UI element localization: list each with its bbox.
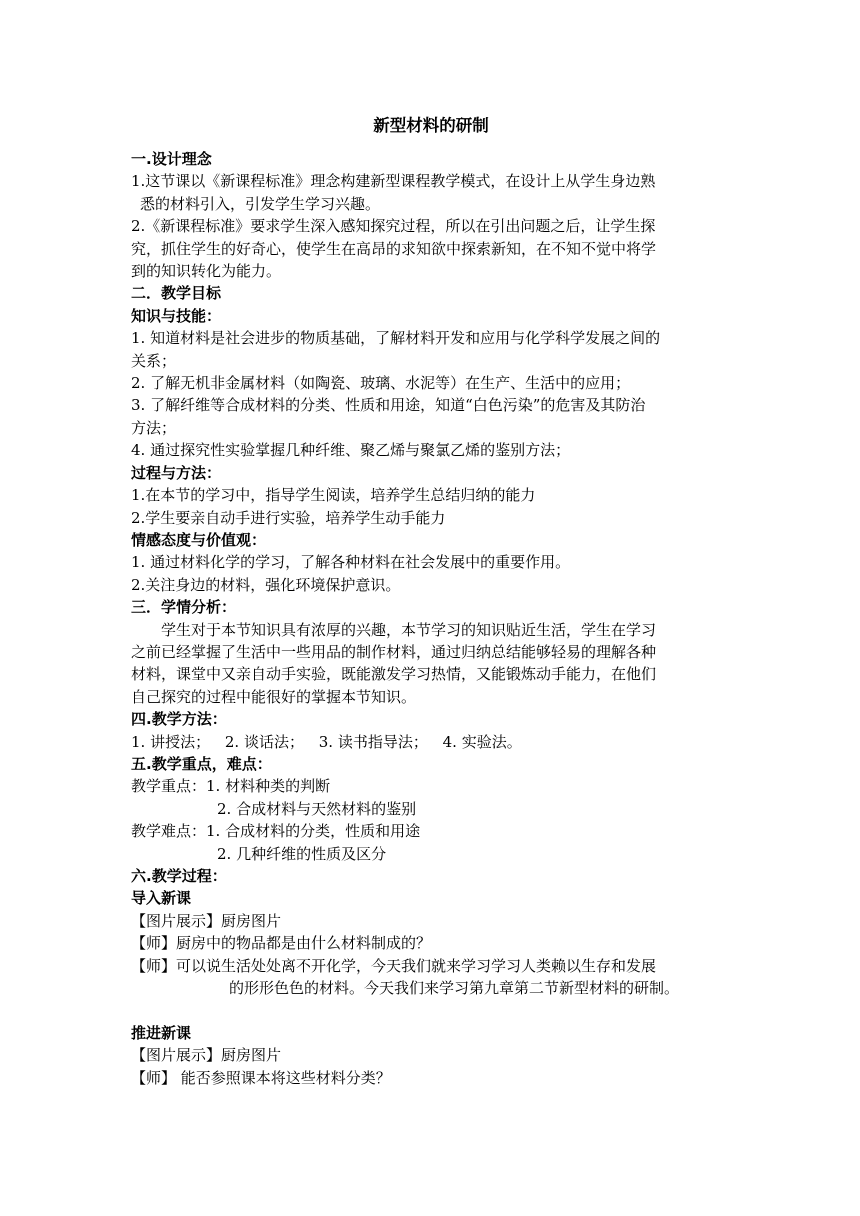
subheading-process: 过程与方法： (131, 463, 222, 482)
list-item: 1. 通过材料化学的学习，了解各种材料在社会发展中的重要作用。 (131, 553, 571, 572)
difficulty-line: 教学难点：1. 合成材料的分类，性质和用途 (131, 822, 421, 841)
method-item: 1. 讲授法； (131, 732, 211, 751)
paragraph-line: 悉的材料引入，引发学生学习兴趣。 (140, 194, 381, 213)
paragraph-line: 到的知识转化为能力。 (131, 262, 282, 281)
page-title: 新型材料的研制 (373, 116, 489, 135)
list-item: 2. 了解无机非金属材料（如陶瓷、玻璃、水泥等）在生产、生活中的应用； (131, 374, 631, 393)
section-heading-goals: 二．教学目标 (131, 284, 222, 303)
blank-line (131, 999, 731, 1021)
subheading-intro: 导入新课 (131, 889, 192, 908)
section-heading-methods: 四.教学方法： (131, 710, 227, 729)
subheading-advance: 推进新课 (131, 1023, 192, 1042)
paragraph-line: 自己探究的过程中能很好的掌握本节知识。 (131, 687, 417, 706)
section-heading-keypoints: 五.教学重点，难点： (131, 754, 272, 773)
section-heading-analysis: 三．学情分析： (131, 598, 237, 617)
list-item: 3. 了解纤维等合成材料的分类、性质和用途，知道“白色污染”的危害及其防治 (131, 396, 646, 415)
keypoint-line: 2. 合成材料与天然材料的鉴别 (217, 799, 417, 818)
paragraph-line: 学生对于本节知识具有浓厚的兴趣，本节学习的知识贴近生活，学生在学习 (161, 620, 657, 639)
process-line: 【师】厨房中的物品都是由什么材料制成的？ (131, 934, 432, 953)
process-line: 【师】 能否参照课本将这些材料分类？ (131, 1068, 391, 1087)
process-line: 【图片展示】厨房图片 (131, 1046, 282, 1065)
difficulty-line: 2. 几种纤维的性质及区分 (217, 844, 387, 863)
section-heading-process: 六.教学过程： (131, 867, 227, 885)
paragraph-line: 1.这节课以《新课程标准》理念构建新型课程教学模式，在设计上从学生身边熟 (131, 172, 656, 191)
keypoint-line: 教学重点：1. 材料种类的判断 (131, 777, 331, 796)
list-item-cont: 方法； (131, 418, 177, 437)
paragraph-line: 之前已经掌握了生活中一些用品的制作材料，通过归纳总结能够轻易的理解各种 (131, 642, 657, 661)
paragraph-line: 材料，课堂中又亲自动手实验，既能激发学习热情，又能锻炼动手能力，在他们 (131, 665, 657, 684)
list-item-cont: 关系； (131, 351, 177, 370)
list-item: 2.学生要亲自动手进行实验，培养学生动手能力 (131, 508, 446, 527)
list-item: 1. 知道材料是社会进步的物质基础，了解材料开发和应用与化学科学发展之间的 (131, 329, 661, 348)
paragraph-line: 2.《新课程标准》要求学生深入感知探究过程，所以在引出问题之后，让学生探 (131, 217, 656, 236)
subheading-attitude: 情感态度与价值观： (131, 530, 267, 549)
section-heading-design: 一.设计理念 (131, 150, 212, 168)
list-item: 1.在本节的学习中，指导学生阅读，培养学生总结归纳的能力 (131, 486, 536, 505)
method-item: 3. 读书指导法； (318, 732, 428, 751)
methods-list (131, 731, 731, 753)
process-line: 的形形色色的材料。今天我们来学习第九章第二节新型材料的研制。 (229, 979, 680, 998)
list-item: 2.关注身边的材料，强化环境保护意识。 (131, 575, 401, 594)
method-item: 2. 谈话法； (224, 732, 304, 751)
subheading-knowledge: 知识与技能： (131, 306, 222, 325)
process-line: 【图片展示】厨房图片 (131, 911, 282, 930)
process-line: 【师】可以说生活处处离不开化学，今天我们就来学习学习人类赖以生存和发展 (131, 956, 657, 975)
paragraph-line: 究，抓住学生的好奇心，使学生在高昂的求知欲中探索新知，在不知不觉中将学 (131, 239, 657, 258)
list-item: 4. 通过探究性实验掌握几种纤维、聚乙烯与聚氯乙烯的鉴别方法； (131, 441, 571, 460)
method-item: 4. 实验法。 (442, 732, 522, 751)
document-page (131, 114, 731, 1089)
